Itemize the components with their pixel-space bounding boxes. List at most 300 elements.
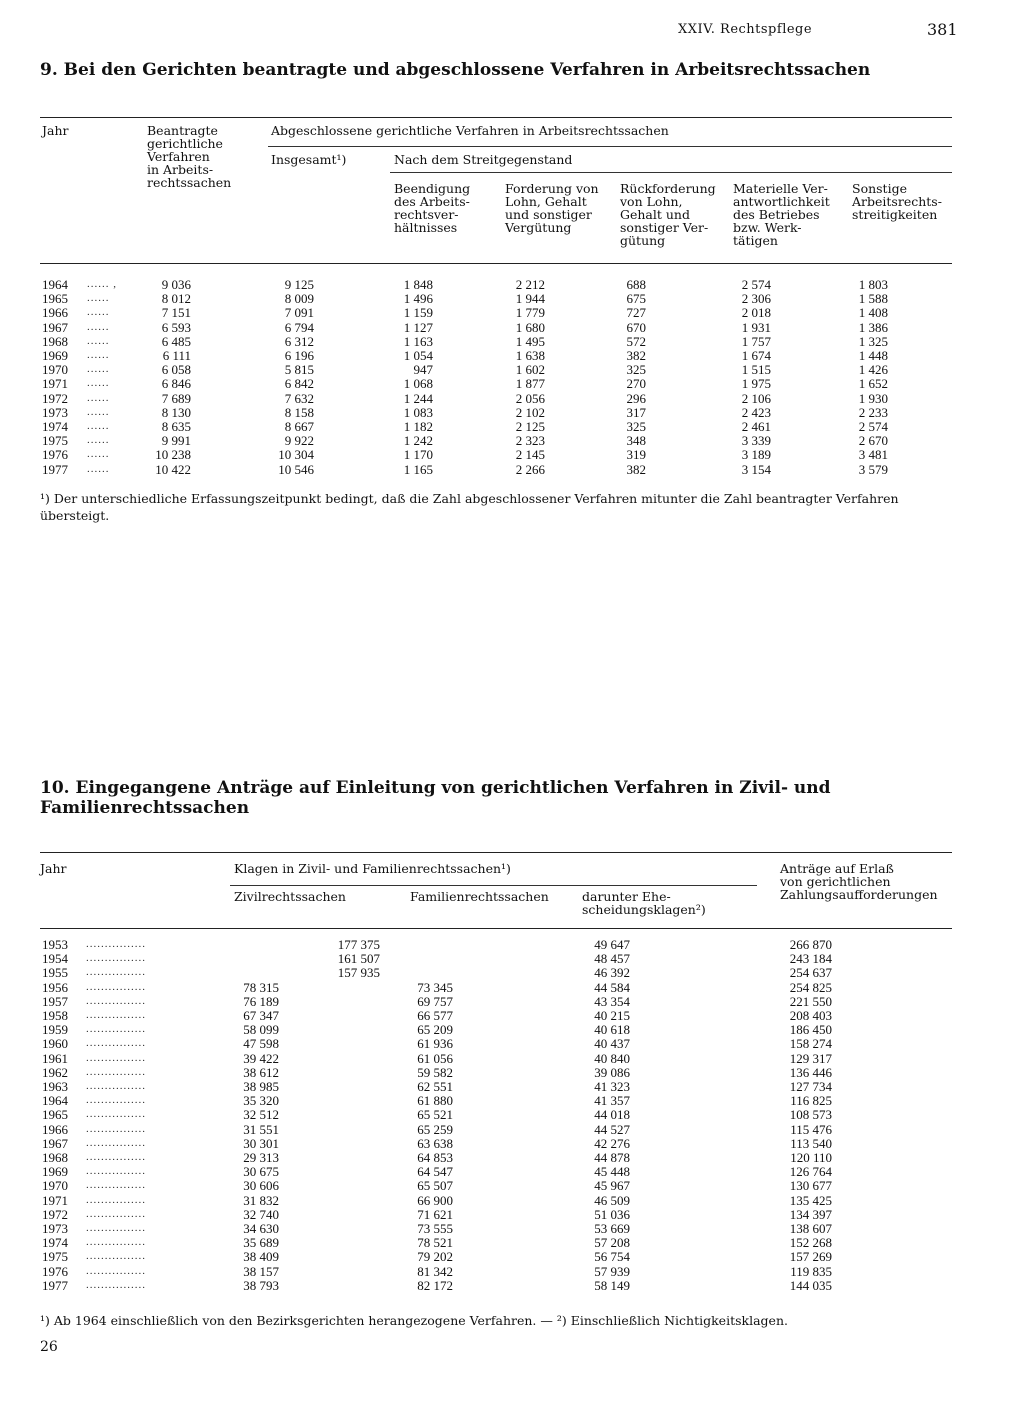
- cell-family: 79 202: [417, 1249, 453, 1265]
- cell-wage-claim: 1 779: [515, 305, 545, 321]
- cell-payment-orders: 138 607: [789, 1221, 832, 1236]
- cell-leader: ......: [87, 349, 110, 361]
- cell-family: 69 757: [417, 993, 453, 1009]
- cell-leader: ................: [86, 1009, 146, 1021]
- cell-year: 1954: [42, 951, 68, 967]
- cell-applied: 10 422: [155, 461, 191, 477]
- cell-leader: ................: [86, 1080, 146, 1092]
- cell-leader: ................: [86, 1122, 146, 1135]
- cell-leader: ................: [86, 1108, 146, 1121]
- cell-termination: 1 496: [403, 291, 433, 307]
- cell-year: 1953: [42, 937, 68, 952]
- cell-leader: ......: [87, 462, 110, 475]
- cell-civil: 47 598: [243, 1036, 279, 1052]
- cell-leader: ................: [86, 1165, 146, 1178]
- cell-leader: ......: [87, 377, 110, 390]
- cell-total: 6 842: [284, 376, 314, 392]
- table-row: [0, 335, 1024, 349]
- cell-year: 1964: [42, 277, 68, 292]
- cell-year: 1965: [42, 291, 68, 307]
- table-row: [0, 995, 1024, 1009]
- cell-wage-claim: 2 323: [515, 433, 545, 449]
- table10-header-rule: [40, 928, 952, 929]
- cell-divorce: 46 392: [594, 965, 630, 981]
- cell-family: 59 582: [417, 1064, 453, 1080]
- cell-payment-orders: 243 184: [789, 951, 832, 967]
- cell-year: 1963: [42, 1079, 68, 1094]
- cell-civil: 32 512: [243, 1107, 279, 1123]
- cell-payment-orders: 127 734: [789, 1079, 832, 1094]
- cell-year: 1975: [42, 1249, 68, 1265]
- table-row: [0, 981, 1024, 995]
- cell-other: 3 481: [858, 447, 888, 463]
- cell-leader: ................: [86, 938, 146, 950]
- cell-leader: ......: [87, 448, 110, 461]
- cell-payment-orders: 130 677: [789, 1178, 832, 1194]
- cell-year: 1969: [42, 1164, 68, 1180]
- table-row: [0, 952, 1024, 966]
- table9-col-year: Jahr: [42, 123, 69, 138]
- cell-divorce: 51 036: [594, 1206, 630, 1222]
- table-row: [0, 1179, 1024, 1193]
- cell-termination: 1 159: [403, 305, 433, 321]
- cell-leader: ......: [87, 405, 110, 418]
- cell-year: 1977: [42, 1277, 68, 1293]
- table-row: [0, 434, 1024, 448]
- table-row: [0, 1094, 1024, 1108]
- cell-total: 6 312: [284, 333, 314, 349]
- cell-payment-orders: 135 425: [789, 1192, 832, 1208]
- cell-civil: 29 313: [243, 1150, 279, 1165]
- cell-divorce: 58 149: [594, 1277, 630, 1293]
- cell-year: 1964: [42, 1093, 68, 1109]
- cell-total: 6 794: [284, 319, 314, 335]
- table-row: [0, 292, 1024, 306]
- table-row: [0, 363, 1024, 377]
- cell-leader: ......: [87, 434, 110, 447]
- cell-total: 9 125: [284, 277, 314, 292]
- table10-col-divorce: darunter Ehe- scheidungsklagen²): [582, 889, 706, 917]
- cell-liability: 1 931: [741, 319, 771, 335]
- cell-other: 1 448: [858, 348, 888, 363]
- table-row: [0, 392, 1024, 406]
- cell-leader: ................: [86, 1051, 146, 1064]
- table9-group-rule: [268, 146, 952, 147]
- cell-civil: 31 551: [243, 1121, 279, 1137]
- cell-liability: 1 757: [741, 333, 771, 349]
- cell-family: 73 555: [417, 1221, 453, 1236]
- table9-col-termination: Beendigung des Arbeits- rechtsver- hältnisses: [394, 181, 471, 235]
- cell-year: 1970: [42, 1178, 68, 1194]
- cell-civil: 30 301: [243, 1135, 279, 1151]
- table-row: [0, 1052, 1024, 1066]
- cell-total: 8 158: [284, 404, 314, 420]
- cell-year: 1976: [42, 1263, 68, 1279]
- cell-other: 1 408: [858, 305, 888, 321]
- cell-payment-orders: 116 825: [790, 1093, 832, 1109]
- table9-col-closed-group: Abgeschlossene gerichtliche Verfahren in Arbeitsrechtssachen: [271, 123, 669, 138]
- cell-termination: 1 182: [403, 419, 433, 434]
- cell-termination: 1 054: [403, 348, 433, 363]
- cell-family: 78 521: [417, 1235, 453, 1251]
- table9-col-by-subject: Nach dem Streitgegenstand: [394, 152, 573, 167]
- cell-termination: 1 083: [403, 404, 433, 420]
- cell-civil-family-combined: 177 375: [337, 937, 380, 952]
- table-row: [0, 349, 1024, 363]
- table10-col-civil: Zivilrechtssachen: [234, 889, 346, 904]
- cell-payment-orders: 158 274: [789, 1036, 832, 1052]
- cell-payment-orders: 136 446: [789, 1064, 832, 1080]
- cell-year: 1971: [42, 1192, 68, 1208]
- cell-year: 1966: [42, 305, 68, 321]
- cell-divorce: 39 086: [594, 1064, 630, 1080]
- cell-divorce: 44 878: [594, 1150, 630, 1165]
- cell-family: 71 621: [417, 1206, 453, 1222]
- cell-leader: ................: [86, 980, 146, 993]
- cell-civil: 78 315: [243, 979, 279, 995]
- cell-wage-claim: 2 102: [515, 404, 545, 420]
- cell-wage-claim: 1 944: [515, 291, 545, 307]
- table-row: [0, 1123, 1024, 1137]
- cell-other: 2 670: [858, 433, 888, 449]
- cell-family: 73 345: [417, 979, 453, 995]
- cell-leader: ................: [86, 1065, 146, 1078]
- cell-liability: 3 154: [741, 461, 771, 477]
- cell-year: 1973: [42, 404, 68, 420]
- table9-title: 9. Bei den Gerichten beantragte und abgeschlossene Verfahren in Arbeitsrechtssachen: [40, 60, 871, 80]
- cell-year: 1965: [42, 1107, 68, 1123]
- cell-civil: 76 189: [243, 993, 279, 1009]
- cell-leader: ......: [87, 391, 110, 404]
- cell-leader: ................: [86, 1222, 146, 1234]
- cell-leader: ................: [86, 1151, 146, 1163]
- cell-divorce: 40 618: [594, 1022, 630, 1038]
- cell-liability: 2 423: [741, 404, 771, 420]
- table9-col-wage-claim: Forderung von Lohn, Gehalt und sonstiger Vergütung: [505, 181, 599, 235]
- cell-termination: 1 127: [403, 319, 433, 335]
- cell-civil: 38 157: [243, 1263, 279, 1279]
- cell-wage-claim: 1 638: [515, 348, 545, 363]
- cell-wage-reclaim: 325: [626, 419, 646, 434]
- table-row: [0, 321, 1024, 335]
- cell-wage-claim: 2 125: [515, 419, 545, 434]
- cell-civil: 30 606: [243, 1178, 279, 1194]
- cell-year: 1956: [42, 979, 68, 995]
- cell-civil: 38 612: [243, 1064, 279, 1080]
- cell-liability: 2 461: [741, 419, 771, 434]
- table9-col-wage-reclaim: Rückforderung von Lohn, Gehalt und sonstiger Ver- gütung: [620, 181, 716, 248]
- cell-other: 3 579: [858, 461, 888, 477]
- cell-family: 65 521: [417, 1107, 453, 1123]
- table9-col-other: Sonstige Arbeitsrechts- streitigkeiten: [852, 181, 942, 222]
- cell-wage-claim: 2 212: [515, 277, 545, 292]
- cell-divorce: 45 448: [594, 1164, 630, 1180]
- cell-family: 64 853: [417, 1150, 453, 1165]
- cell-other: 1 803: [858, 277, 888, 292]
- cell-year: 1975: [42, 433, 68, 449]
- cell-wage-reclaim: 325: [626, 362, 646, 378]
- cell-liability: 2 106: [741, 390, 771, 406]
- cell-year: 1976: [42, 447, 68, 463]
- running-header-section: XXIV. Rechtspflege: [678, 22, 813, 37]
- table-row: [0, 1023, 1024, 1037]
- table9-header-rule: [40, 263, 952, 264]
- cell-family: 65 209: [417, 1022, 453, 1038]
- cell-leader: ................: [86, 1037, 146, 1050]
- cell-other: 2 233: [858, 404, 888, 420]
- cell-civil: 38 409: [243, 1249, 279, 1265]
- cell-payment-orders: 119 835: [790, 1263, 832, 1279]
- cell-other: 2 574: [858, 419, 888, 434]
- table-row: [0, 1037, 1024, 1051]
- cell-applied: 6 485: [161, 333, 191, 349]
- table-row: [0, 1108, 1024, 1122]
- cell-payment-orders: 108 573: [789, 1107, 832, 1123]
- cell-year: 1974: [42, 419, 68, 434]
- table10-group-rule: [230, 885, 757, 886]
- table10-title: 10. Eingegangene Anträge auf Einleitung von gerichtlichen Verfahren in Zivil- und Familienrechtssachen: [40, 778, 831, 818]
- cell-family: 82 172: [417, 1277, 453, 1293]
- cell-total: 8 009: [284, 291, 314, 307]
- cell-year: 1958: [42, 1008, 68, 1023]
- cell-liability: 1 515: [741, 362, 771, 378]
- cell-payment-orders: 186 450: [789, 1022, 832, 1038]
- cell-divorce: 40 215: [594, 1008, 630, 1023]
- cell-leader: ................: [86, 1236, 146, 1249]
- cell-leader: ................: [86, 1207, 146, 1220]
- cell-family: 61 936: [417, 1036, 453, 1052]
- table10-col-family: Familienrechtssachen: [410, 889, 549, 904]
- cell-civil-family-combined: 157 935: [337, 965, 380, 981]
- cell-year: 1967: [42, 319, 68, 335]
- table10-top-rule: [40, 852, 952, 853]
- cell-liability: 3 339: [741, 433, 771, 449]
- cell-payment-orders: 113 540: [790, 1135, 832, 1151]
- cell-liability: 1 975: [741, 376, 771, 392]
- cell-applied: 9 991: [161, 433, 191, 449]
- cell-civil-family-combined: 161 507: [337, 951, 380, 967]
- cell-applied: 8 130: [161, 404, 191, 420]
- cell-applied: 7 689: [161, 390, 191, 406]
- cell-family: 62 551: [417, 1079, 453, 1094]
- cell-leader: ................: [86, 1179, 146, 1192]
- cell-civil: 34 630: [243, 1221, 279, 1236]
- cell-divorce: 45 967: [594, 1178, 630, 1194]
- cell-payment-orders: 144 035: [789, 1277, 832, 1293]
- cell-divorce: 40 840: [594, 1050, 630, 1066]
- cell-leader: ................: [86, 994, 146, 1007]
- cell-divorce: 41 323: [594, 1079, 630, 1094]
- cell-leader: ......: [87, 420, 110, 432]
- table-row: [0, 1208, 1024, 1222]
- cell-leader: ................: [86, 1193, 146, 1206]
- cell-wage-reclaim: 319: [626, 447, 646, 463]
- cell-family: 64 547: [417, 1164, 453, 1180]
- table9-subject-rule: [390, 172, 952, 173]
- table-row: [0, 420, 1024, 434]
- cell-civil: 38 985: [243, 1079, 279, 1094]
- cell-leader: ................: [86, 1278, 146, 1291]
- cell-divorce: 42 276: [594, 1135, 630, 1151]
- cell-wage-claim: 1 495: [515, 333, 545, 349]
- table10-col-year: Jahr: [40, 861, 67, 876]
- cell-divorce: 57 939: [594, 1263, 630, 1279]
- cell-divorce: 44 527: [594, 1121, 630, 1137]
- cell-divorce: 46 509: [594, 1192, 630, 1208]
- cell-family: 66 900: [417, 1192, 453, 1208]
- cell-year: 1961: [42, 1050, 68, 1066]
- cell-leader: ................: [86, 1023, 146, 1036]
- cell-payment-orders: 221 550: [789, 993, 832, 1009]
- cell-year: 1966: [42, 1121, 68, 1137]
- table10-footnote: ¹) Ab 1964 einschließlich von den Bezirksgerichten herangezogene Verfahren. — ²) Einschließlich Nichtigkeitsklagen.: [40, 1313, 788, 1328]
- cell-civil: 58 099: [243, 1022, 279, 1038]
- cell-year: 1974: [42, 1235, 68, 1251]
- cell-civil: 67 347: [243, 1008, 279, 1023]
- cell-year: 1962: [42, 1064, 68, 1080]
- cell-year: 1969: [42, 348, 68, 363]
- cell-other: 1 588: [858, 291, 888, 307]
- table-row: [0, 1066, 1024, 1080]
- cell-year: 1973: [42, 1221, 68, 1236]
- cell-wage-claim: 2 056: [515, 390, 545, 406]
- cell-civil: 30 675: [243, 1164, 279, 1180]
- cell-other: 1 930: [858, 390, 888, 406]
- cell-family: 61 056: [417, 1050, 453, 1066]
- cell-total: 9 922: [284, 433, 314, 449]
- cell-applied: 7 151: [161, 305, 191, 321]
- table9-col-liability: Materielle Ver- antwortlichkeit des Betriebes bzw. Werk- tätigen: [733, 181, 830, 248]
- table9-col-applied: Beantragte gerichtliche Verfahren in Arbeits- rechtssachen: [147, 123, 232, 190]
- cell-leader: ................: [86, 1094, 146, 1107]
- cell-other: 1 426: [858, 362, 888, 378]
- cell-wage-reclaim: 382: [626, 461, 646, 477]
- cell-payment-orders: 126 764: [789, 1164, 832, 1180]
- cell-payment-orders: 254 825: [789, 979, 832, 995]
- table-row: [0, 1236, 1024, 1250]
- table-row: [0, 966, 1024, 980]
- cell-divorce: 40 437: [594, 1036, 630, 1052]
- cell-total: 8 667: [284, 419, 314, 434]
- table-row: [0, 448, 1024, 462]
- table-row: [0, 1222, 1024, 1236]
- cell-divorce: 49 647: [594, 937, 630, 952]
- cell-wage-reclaim: 382: [626, 348, 646, 363]
- cell-termination: 1 163: [403, 333, 433, 349]
- cell-payment-orders: 208 403: [789, 1008, 832, 1023]
- cell-divorce: 57 208: [594, 1235, 630, 1251]
- cell-year: 1955: [42, 965, 68, 981]
- cell-total: 6 196: [284, 348, 314, 363]
- table-row: [0, 406, 1024, 420]
- cell-termination: 1 165: [403, 461, 433, 477]
- table-row: [0, 1279, 1024, 1293]
- cell-divorce: 44 018: [594, 1107, 630, 1123]
- cell-leader: ......: [87, 306, 110, 319]
- cell-wage-claim: 2 145: [515, 447, 545, 463]
- cell-wage-claim: 1 680: [515, 319, 545, 335]
- cell-liability: 2 018: [741, 305, 771, 321]
- cell-divorce: 44 584: [594, 979, 630, 995]
- table-row: [0, 938, 1024, 952]
- cell-leader: ......: [87, 334, 110, 347]
- cell-wage-reclaim: 675: [626, 291, 646, 307]
- cell-divorce: 56 754: [594, 1249, 630, 1265]
- cell-other: 1 386: [858, 319, 888, 335]
- cell-year: 1957: [42, 993, 68, 1009]
- cell-wage-reclaim: 296: [626, 390, 646, 406]
- cell-wage-reclaim: 572: [626, 333, 646, 349]
- cell-applied: 6 593: [161, 319, 191, 335]
- table-row: [0, 1265, 1024, 1279]
- cell-other: 1 325: [858, 333, 888, 349]
- cell-year: 1959: [42, 1022, 68, 1038]
- cell-payment-orders: 266 870: [789, 937, 832, 952]
- cell-liability: 2 306: [741, 291, 771, 307]
- cell-year: 1971: [42, 376, 68, 392]
- cell-termination: 1 244: [403, 390, 433, 406]
- cell-total: 10 546: [278, 461, 314, 477]
- cell-family: 63 638: [417, 1135, 453, 1151]
- cell-family: 65 259: [417, 1121, 453, 1137]
- cell-liability: 2 574: [741, 277, 771, 292]
- cell-total: 5 815: [284, 362, 314, 378]
- cell-year: 1977: [42, 461, 68, 477]
- cell-leader: ................: [86, 952, 146, 965]
- cell-divorce: 41 357: [594, 1093, 630, 1109]
- cell-total: 7 632: [284, 390, 314, 406]
- cell-leader: ...... ,: [87, 278, 117, 290]
- cell-divorce: 43 354: [594, 993, 630, 1009]
- cell-payment-orders: 120 110: [790, 1150, 832, 1165]
- cell-termination: 1 170: [403, 447, 433, 463]
- cell-applied: 10 238: [155, 447, 191, 463]
- cell-payment-orders: 115 476: [790, 1121, 832, 1137]
- cell-family: 81 342: [417, 1263, 453, 1279]
- cell-total: 10 304: [278, 447, 314, 463]
- cell-applied: 9 036: [161, 277, 191, 292]
- cell-leader: ......: [87, 363, 110, 376]
- cell-year: 1960: [42, 1036, 68, 1052]
- table-row: [0, 1165, 1024, 1179]
- table-row: [0, 463, 1024, 477]
- table-row: [0, 1151, 1024, 1165]
- cell-applied: 8 012: [161, 291, 191, 307]
- cell-wage-claim: 1 602: [515, 362, 545, 378]
- cell-termination: 1 068: [403, 376, 433, 392]
- cell-termination: 947: [413, 362, 433, 378]
- table-row: [0, 278, 1024, 292]
- table10-col-claims-group: Klagen in Zivil- und Familienrechtssachen¹): [234, 861, 511, 876]
- table-row: [0, 1194, 1024, 1208]
- table-row: [0, 377, 1024, 391]
- table-row: [0, 306, 1024, 320]
- cell-total: 7 091: [284, 305, 314, 321]
- cell-year: 1970: [42, 362, 68, 378]
- cell-civil: 31 832: [243, 1192, 279, 1208]
- cell-civil: 35 320: [243, 1093, 279, 1109]
- cell-wage-reclaim: 270: [626, 376, 646, 392]
- cell-wage-reclaim: 348: [626, 433, 646, 449]
- cell-applied: 6 846: [161, 376, 191, 392]
- cell-divorce: 53 669: [594, 1221, 630, 1236]
- cell-payment-orders: 152 268: [789, 1235, 832, 1251]
- cell-wage-reclaim: 727: [626, 305, 646, 321]
- cell-family: 65 507: [417, 1178, 453, 1194]
- cell-leader: ................: [86, 1250, 146, 1263]
- table9-footnote: ¹) Der unterschiedliche Erfassungszeitpunkt bedingt, daß die Zahl abgeschlossener Verfahren mitunter die Zahl beantragter Verfahren übersteigt.: [40, 491, 899, 523]
- cell-year: 1968: [42, 333, 68, 349]
